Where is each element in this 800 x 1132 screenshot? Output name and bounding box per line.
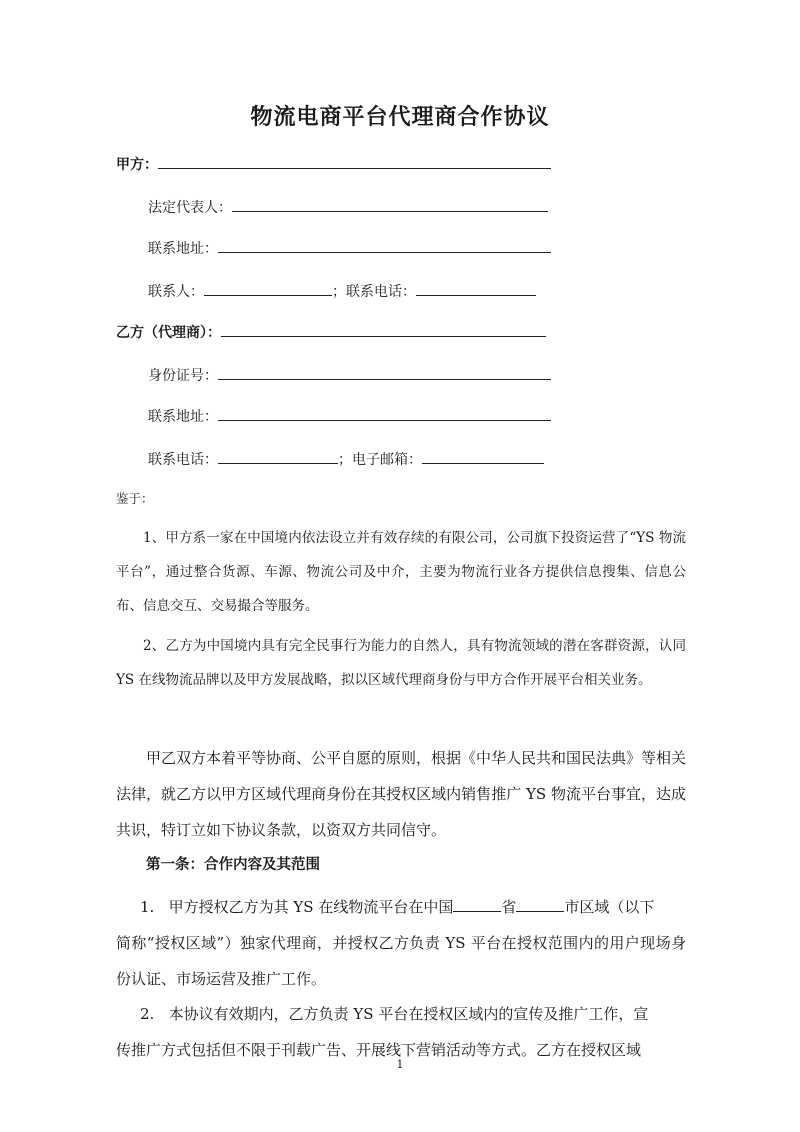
party-a-phone-label: ；联系电话： [332,284,416,300]
clause-2-first-line [116,996,686,1032]
party-b-phone-blank[interactable] [218,449,338,464]
party-b-email-blank[interactable] [422,449,544,464]
party-b-id-label: 身份证号： [148,368,218,384]
clause-2-text-a: 本协议有效期内，乙方负责 YS 平台在授权区域内的宣传及推广工作，宣 [168,1005,649,1023]
document-title: 物流电商平台代理商合作协议 [250,104,550,130]
party-b-name-blank[interactable] [221,322,546,337]
party-b-phone-row [148,449,544,470]
article-1-clause-1 [116,889,686,997]
page-number: 1 [396,1058,404,1071]
party-b-address-row [148,406,551,427]
whereas-heading: 鉴于： [116,491,154,506]
clause-2-text-b: 传推广方式包括但不限于刊载广告、开展线下营销活动等方式。乙方在授权区域 [116,1041,642,1059]
party-a-name-blank[interactable] [158,154,551,169]
party-a-phone-blank[interactable] [416,281,536,296]
clause-1-city: 市区域（以下 [564,898,655,916]
party-b-label: 乙方（代理商）： [116,325,221,341]
clause-1-province: 省 [501,898,517,916]
clause-2-number: 2. [140,1005,155,1023]
legal-rep-label: 法定代表人： [148,200,232,216]
party-b-address-blank[interactable] [218,406,551,421]
party-b-id-row [148,365,551,386]
province-blank[interactable] [453,897,501,912]
party-a-contact-blank[interactable] [204,281,332,296]
city-blank[interactable] [516,897,564,912]
clause-1-text-b: 简称“授权区域”）独家代理商，并授权乙方负责 YS 平台在授权范围内的用户现场身份认证、市场运营及推广工作。 [116,934,686,988]
party-a-row [116,154,551,175]
party-b-address-label: 联系地址： [148,409,218,425]
party-a-label: 甲方： [116,157,158,173]
agreement-intro: 甲乙双方本着平等协商、公平自愿的原则，根据《中华人民共和国民法典》等相关法律，就乙方以甲方区域代理商身份在其授权区域内销售推广 YS 物流平台事宜，达成共识，特订立如下协议条款，以资双方共同信守。 [116,749,687,839]
clause-1-text-a: 甲方授权乙方为其 YS 在线物流平台在中国 [168,898,454,916]
whereas-item-2: 2、乙方为中国境内具有完全民事行为能力的自然人，具有物流领域的潜在客群资源，认同 YS 在线物流品牌以及甲方发展战略，拟以区域代理商身份与甲方合作开展平台相关业务。 [116,638,686,688]
clause-1-number: 1. [140,898,155,916]
party-a-address-row [148,238,551,259]
party-b-row [116,322,546,343]
party-b-id-blank[interactable] [218,365,551,380]
party-b-email-label: ；电子邮箱： [338,452,422,468]
party-b-phone-label: 联系电话： [148,452,218,468]
article-1-heading: 第一条：合作内容及其范围 [146,856,320,873]
whereas-item-1: 1、甲方系一家在中国境内依法设立并有效存续的有限公司，公司旗下投资运营了“YS 物流平台”，通过整合货源、车源、物流公司及中介，主要为物流行业各方提供信息搜集、信息公布、信息交互、交易撮合等服务。 [116,530,686,614]
party-a-address-blank[interactable] [218,238,551,253]
clause-1-first-line [116,889,686,925]
legal-rep-blank[interactable] [232,197,548,212]
party-a-contact-label: 联系人： [148,284,204,300]
legal-rep-row [148,197,548,218]
party-a-address-label: 联系地址： [148,241,218,257]
party-a-contact-row [148,281,536,302]
